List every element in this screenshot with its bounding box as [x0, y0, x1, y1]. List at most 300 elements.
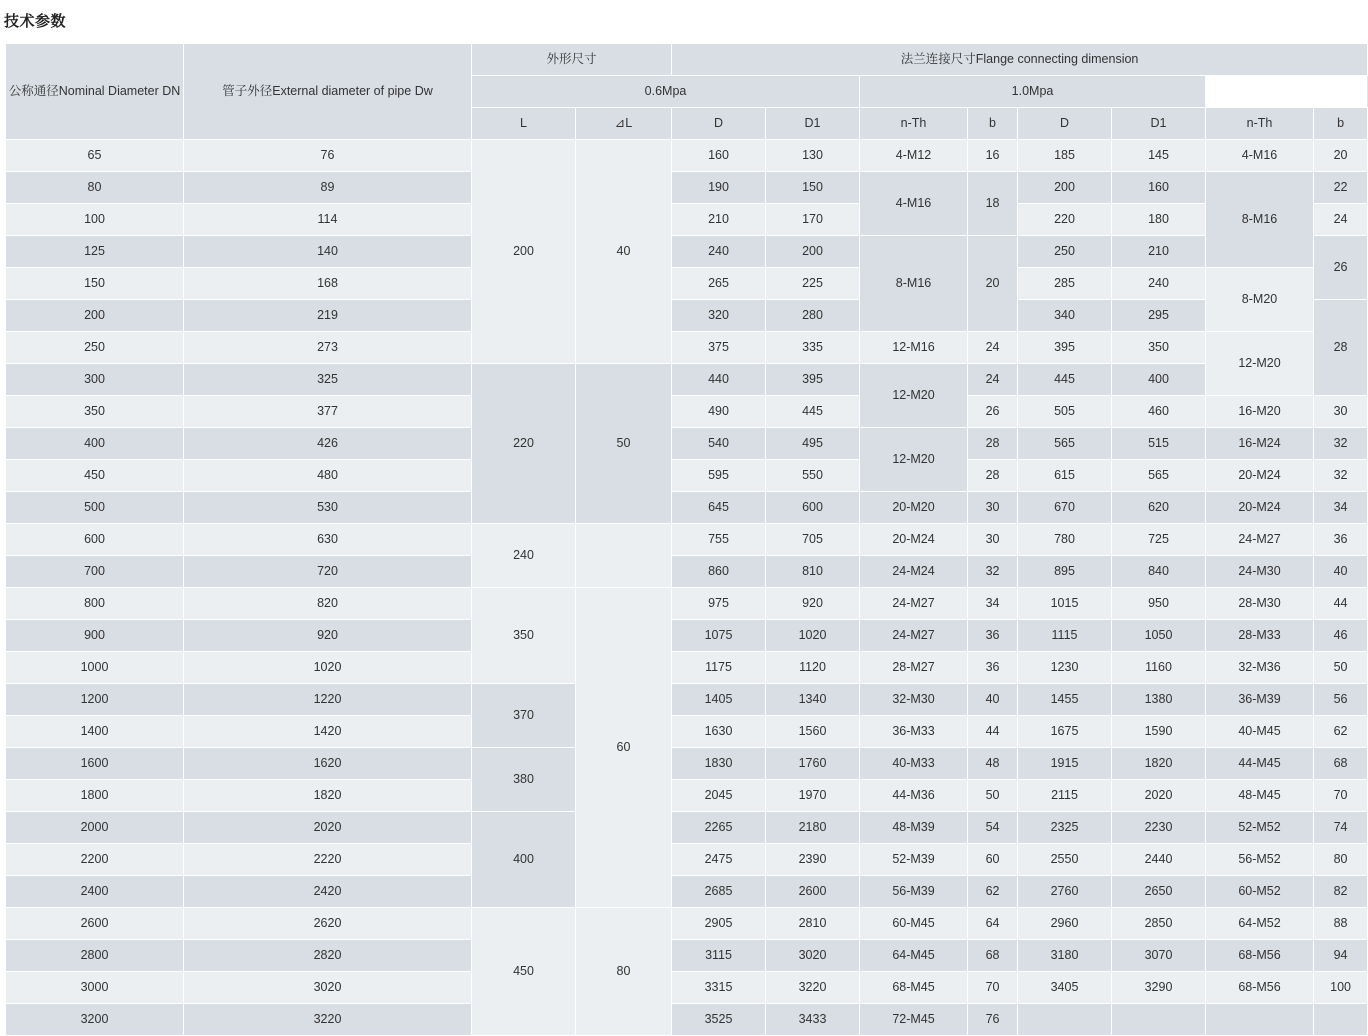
cell-nth-10: 8-M20: [1206, 268, 1314, 332]
cell-d1-06: 810: [766, 556, 860, 588]
cell-nth-06: 24-M27: [860, 620, 968, 652]
cell-d-10: 2960: [1018, 908, 1112, 940]
cell-d-10: 1115: [1018, 620, 1112, 652]
cell-nominal-diameter: 1400: [6, 716, 184, 748]
cell-b-06: 60: [968, 844, 1018, 876]
cell-length-l: 380: [472, 748, 576, 812]
cell-b-06: 50: [968, 780, 1018, 812]
cell-d1-06: 3433: [766, 1004, 860, 1036]
cell-nth-10: 4-M16: [1206, 140, 1314, 172]
cell-d-06: 160: [672, 140, 766, 172]
table-row: [6, 844, 1368, 876]
cell-d-10: 615: [1018, 460, 1112, 492]
cell-length-l: 240: [472, 524, 576, 588]
cell-d1-10: 2850: [1112, 908, 1206, 940]
cell-nth-10: 40-M45: [1206, 716, 1314, 748]
cell-b-06: 28: [968, 428, 1018, 460]
cell-d-06: 2685: [672, 876, 766, 908]
cell-nominal-diameter: 100: [6, 204, 184, 236]
cell-nth-10: 24-M27: [1206, 524, 1314, 556]
header-d1-10: D1: [1112, 108, 1206, 140]
cell-nth-06: 4-M16: [860, 172, 968, 236]
cell-b-06: 48: [968, 748, 1018, 780]
table-row: [6, 172, 1368, 204]
header-nominal-diameter: 公称通径Nominal Diameter DN: [6, 44, 184, 140]
cell-d-06: 595: [672, 460, 766, 492]
cell-d-10: 1455: [1018, 684, 1112, 716]
cell-d1-06: 600: [766, 492, 860, 524]
cell-d-06: 1630: [672, 716, 766, 748]
cell-nth-10: 56-M52: [1206, 844, 1314, 876]
cell-b-10: 46: [1314, 620, 1368, 652]
table-row: [6, 140, 1368, 172]
cell-external-diameter: 168: [184, 268, 472, 300]
cell-d-06: 375: [672, 332, 766, 364]
header-b-10: b: [1314, 108, 1368, 140]
cell-d1-10: 840: [1112, 556, 1206, 588]
cell-nominal-diameter: 900: [6, 620, 184, 652]
cell-nominal-diameter: 500: [6, 492, 184, 524]
cell-nth-10: 44-M45: [1206, 748, 1314, 780]
header-row-1: [6, 44, 1368, 76]
cell-nth-06: 72-M45: [860, 1004, 968, 1036]
cell-nominal-diameter: 450: [6, 460, 184, 492]
cell-b-06: 68: [968, 940, 1018, 972]
cell-d1-10: 210: [1112, 236, 1206, 268]
cell-nominal-diameter: 350: [6, 396, 184, 428]
cell-d-10: 445: [1018, 364, 1112, 396]
cell-length-l: 400: [472, 812, 576, 908]
cell-d1-06: 705: [766, 524, 860, 556]
table-row: [6, 364, 1368, 396]
cell-external-diameter: 140: [184, 236, 472, 268]
table-row: [6, 876, 1368, 908]
cell-b-10: 20: [1314, 140, 1368, 172]
cell-d-06: 1830: [672, 748, 766, 780]
cell-nth-10: 52-M52: [1206, 812, 1314, 844]
cell-nominal-diameter: 125: [6, 236, 184, 268]
cell-b-06: 18: [968, 172, 1018, 236]
cell-delta-l: 50: [576, 364, 672, 524]
cell-external-diameter: 630: [184, 524, 472, 556]
cell-delta-l: 40: [576, 140, 672, 364]
cell-d1-06: 280: [766, 300, 860, 332]
cell-nth-10: 36-M39: [1206, 684, 1314, 716]
cell-d-06: 540: [672, 428, 766, 460]
cell-d-06: 320: [672, 300, 766, 332]
cell-d1-06: 1340: [766, 684, 860, 716]
cell-d-06: 240: [672, 236, 766, 268]
cell-nth-10: 12-M20: [1206, 332, 1314, 396]
cell-d1-06: 2180: [766, 812, 860, 844]
cell-external-diameter: 2620: [184, 908, 472, 940]
cell-d1-10: 400: [1112, 364, 1206, 396]
cell-d-06: 2045: [672, 780, 766, 812]
table-row: [6, 332, 1368, 364]
cell-d1-10: 950: [1112, 588, 1206, 620]
cell-d1-06: 495: [766, 428, 860, 460]
cell-external-diameter: 2020: [184, 812, 472, 844]
cell-d1-06: 550: [766, 460, 860, 492]
cell-d1-10: 515: [1112, 428, 1206, 460]
cell-nominal-diameter: 2200: [6, 844, 184, 876]
cell-external-diameter: 1220: [184, 684, 472, 716]
cell-b-06: 24: [968, 364, 1018, 396]
table-row: [6, 204, 1368, 236]
cell-b-06: 30: [968, 492, 1018, 524]
cell-d1-06: 2600: [766, 876, 860, 908]
cell-d-06: 440: [672, 364, 766, 396]
table-row: [6, 300, 1368, 332]
table-row: [6, 556, 1368, 588]
cell-length-l: 450: [472, 908, 576, 1036]
page-title: 技术参数: [4, 13, 67, 30]
cell-nominal-diameter: 3200: [6, 1004, 184, 1036]
cell-nth-10: 48-M45: [1206, 780, 1314, 812]
cell-delta-l: 60: [576, 588, 672, 908]
cell-d-10: 670: [1018, 492, 1112, 524]
cell-d1-06: 1760: [766, 748, 860, 780]
cell-d-06: 3525: [672, 1004, 766, 1036]
cell-d1-10: 565: [1112, 460, 1206, 492]
cell-d1-06: 1120: [766, 652, 860, 684]
cell-nth-10: 20-M24: [1206, 492, 1314, 524]
cell-length-l: 200: [472, 140, 576, 364]
cell-d-10: 340: [1018, 300, 1112, 332]
cell-external-diameter: 530: [184, 492, 472, 524]
cell-b-10: 34: [1314, 492, 1368, 524]
cell-external-diameter: 3220: [184, 1004, 472, 1036]
cell-nth-06: 32-M30: [860, 684, 968, 716]
cell-d1-06: 920: [766, 588, 860, 620]
cell-nth-10: 16-M20: [1206, 396, 1314, 428]
cell-nth-06: 8-M16: [860, 236, 968, 332]
cell-nominal-diameter: 800: [6, 588, 184, 620]
cell-d-06: 1175: [672, 652, 766, 684]
table-row: [6, 812, 1368, 844]
table-row: [6, 1004, 1368, 1036]
cell-nth-06: 40-M33: [860, 748, 968, 780]
table-row: [6, 588, 1368, 620]
cell-nominal-diameter: 700: [6, 556, 184, 588]
cell-b-10: 56: [1314, 684, 1368, 716]
cell-b-10: 32: [1314, 428, 1368, 460]
cell-d1-10: 1050: [1112, 620, 1206, 652]
cell-d1-10: 1160: [1112, 652, 1206, 684]
table-row: [6, 268, 1368, 300]
cell-nth-10: 28-M30: [1206, 588, 1314, 620]
cell-external-diameter: 1420: [184, 716, 472, 748]
header-d-06: D: [672, 108, 766, 140]
cell-b-10: 70: [1314, 780, 1368, 812]
cell-d1-10: 145: [1112, 140, 1206, 172]
cell-external-diameter: 480: [184, 460, 472, 492]
cell-b-10: 22: [1314, 172, 1368, 204]
cell-nominal-diameter: 250: [6, 332, 184, 364]
cell-b-10: 80: [1314, 844, 1368, 876]
cell-b-06: 30: [968, 524, 1018, 556]
cell-nth-06: 20-M20: [860, 492, 968, 524]
cell-b-10: 68: [1314, 748, 1368, 780]
cell-d1-10: 460: [1112, 396, 1206, 428]
cell-d1-06: 335: [766, 332, 860, 364]
cell-b-06: 24: [968, 332, 1018, 364]
technical-parameters-table: [5, 43, 1368, 1036]
cell-nth-10: 8-M16: [1206, 172, 1314, 268]
cell-nth-06: 68-M45: [860, 972, 968, 1004]
cell-b-10: 44: [1314, 588, 1368, 620]
cell-external-diameter: 114: [184, 204, 472, 236]
cell-b-10: 40: [1314, 556, 1368, 588]
cell-d1-10: 2230: [1112, 812, 1206, 844]
cell-external-diameter: 2820: [184, 940, 472, 972]
cell-d-10: 2550: [1018, 844, 1112, 876]
cell-external-diameter: 2420: [184, 876, 472, 908]
cell-d1-06: 3020: [766, 940, 860, 972]
cell-b-06: 36: [968, 620, 1018, 652]
cell-d-06: 3315: [672, 972, 766, 1004]
table-row: [6, 684, 1368, 716]
cell-d1-06: 200: [766, 236, 860, 268]
cell-nth-06: 48-M39: [860, 812, 968, 844]
cell-nth-10: 16-M24: [1206, 428, 1314, 460]
header-outline-dimension: 外形尺寸: [472, 44, 672, 76]
cell-d1-06: 2810: [766, 908, 860, 940]
cell-b-06: 28: [968, 460, 1018, 492]
cell-b-10: 94: [1314, 940, 1368, 972]
cell-b-10: 50: [1314, 652, 1368, 684]
cell-d1-10: 620: [1112, 492, 1206, 524]
cell-d1-10: 1820: [1112, 748, 1206, 780]
cell-d-06: 645: [672, 492, 766, 524]
cell-delta-l: [576, 524, 672, 588]
cell-nth-10: 24-M30: [1206, 556, 1314, 588]
header-d1-06: D1: [766, 108, 860, 140]
cell-external-diameter: 920: [184, 620, 472, 652]
cell-nth-06: 24-M27: [860, 588, 968, 620]
cell-nth-06: 12-M20: [860, 364, 968, 428]
cell-d1-06: 1020: [766, 620, 860, 652]
cell-b-10: 82: [1314, 876, 1368, 908]
cell-external-diameter: 720: [184, 556, 472, 588]
cell-external-diameter: 426: [184, 428, 472, 460]
header-external-diameter: 管子外径External diameter of pipe Dw: [184, 44, 472, 140]
cell-d-10: 1015: [1018, 588, 1112, 620]
cell-d-10: 1675: [1018, 716, 1112, 748]
cell-d-06: 2475: [672, 844, 766, 876]
cell-d-10: 895: [1018, 556, 1112, 588]
table-row: [6, 492, 1368, 524]
cell-d1-06: 395: [766, 364, 860, 396]
cell-nominal-diameter: 200: [6, 300, 184, 332]
cell-nth-06: 28-M27: [860, 652, 968, 684]
table-row: [6, 396, 1368, 428]
cell-d1-06: 1970: [766, 780, 860, 812]
cell-nth-06: 24-M24: [860, 556, 968, 588]
cell-b-06: 44: [968, 716, 1018, 748]
table-row: [6, 748, 1368, 780]
table-row: [6, 972, 1368, 1004]
table-row: [6, 652, 1368, 684]
cell-nth-10: 60-M52: [1206, 876, 1314, 908]
cell-d1-10: 350: [1112, 332, 1206, 364]
header-l: L: [472, 108, 576, 140]
cell-external-diameter: 3020: [184, 972, 472, 1004]
cell-d1-06: 150: [766, 172, 860, 204]
cell-b-06: 20: [968, 236, 1018, 332]
cell-d-10: 3405: [1018, 972, 1112, 1004]
table-body: [6, 140, 1368, 1036]
table-row: [6, 940, 1368, 972]
cell-nth-06: 60-M45: [860, 908, 968, 940]
cell-d-10: 395: [1018, 332, 1112, 364]
cell-d-10: 250: [1018, 236, 1112, 268]
cell-b-06: 26: [968, 396, 1018, 428]
cell-b-10: 30: [1314, 396, 1368, 428]
cell-d-10: 3180: [1018, 940, 1112, 972]
cell-b-06: 36: [968, 652, 1018, 684]
cell-b-10: 26: [1314, 236, 1368, 300]
cell-b-06: 16: [968, 140, 1018, 172]
cell-d-06: 1405: [672, 684, 766, 716]
cell-b-06: 70: [968, 972, 1018, 1004]
cell-d-06: 490: [672, 396, 766, 428]
cell-b-06: 40: [968, 684, 1018, 716]
cell-nth-10: [1206, 1004, 1314, 1036]
cell-b-06: 32: [968, 556, 1018, 588]
cell-nominal-diameter: 80: [6, 172, 184, 204]
cell-d1-06: 225: [766, 268, 860, 300]
cell-d-06: 3115: [672, 940, 766, 972]
table-row: [6, 620, 1368, 652]
cell-external-diameter: 1020: [184, 652, 472, 684]
cell-nominal-diameter: 3000: [6, 972, 184, 1004]
cell-external-diameter: 1820: [184, 780, 472, 812]
cell-external-diameter: 820: [184, 588, 472, 620]
cell-nth-06: 52-M39: [860, 844, 968, 876]
cell-d1-10: 2650: [1112, 876, 1206, 908]
cell-d1-06: 2390: [766, 844, 860, 876]
cell-nominal-diameter: 1600: [6, 748, 184, 780]
cell-b-10: [1314, 1004, 1368, 1036]
header-flange-dimension: 法兰连接尺寸Flange connecting dimension: [672, 44, 1368, 76]
cell-d-06: 975: [672, 588, 766, 620]
cell-nth-10: 68-M56: [1206, 940, 1314, 972]
cell-nth-06: 44-M36: [860, 780, 968, 812]
cell-b-06: 64: [968, 908, 1018, 940]
cell-external-diameter: 377: [184, 396, 472, 428]
table-row: [6, 780, 1368, 812]
cell-b-10: 36: [1314, 524, 1368, 556]
cell-nominal-diameter: 150: [6, 268, 184, 300]
cell-d1-06: 170: [766, 204, 860, 236]
cell-nth-06: 56-M39: [860, 876, 968, 908]
cell-d-10: 565: [1018, 428, 1112, 460]
cell-nth-10: 64-M52: [1206, 908, 1314, 940]
cell-d1-10: [1112, 1004, 1206, 1036]
cell-nth-06: 12-M16: [860, 332, 968, 364]
cell-d-06: 265: [672, 268, 766, 300]
cell-b-06: 62: [968, 876, 1018, 908]
cell-external-diameter: 89: [184, 172, 472, 204]
cell-d-10: 505: [1018, 396, 1112, 428]
cell-nth-10: 28-M33: [1206, 620, 1314, 652]
cell-b-10: 24: [1314, 204, 1368, 236]
cell-d1-10: 3290: [1112, 972, 1206, 1004]
cell-nominal-diameter: 2800: [6, 940, 184, 972]
cell-d-06: 1075: [672, 620, 766, 652]
cell-b-06: 76: [968, 1004, 1018, 1036]
cell-nth-10: 20-M24: [1206, 460, 1314, 492]
cell-nominal-diameter: 1000: [6, 652, 184, 684]
cell-nominal-diameter: 1800: [6, 780, 184, 812]
cell-d-06: 2905: [672, 908, 766, 940]
cell-b-10: 100: [1314, 972, 1368, 1004]
cell-nth-06: 20-M24: [860, 524, 968, 556]
cell-d-10: 285: [1018, 268, 1112, 300]
cell-nominal-diameter: 400: [6, 428, 184, 460]
cell-nominal-diameter: 2400: [6, 876, 184, 908]
cell-b-10: 62: [1314, 716, 1368, 748]
cell-delta-l: 80: [576, 908, 672, 1036]
cell-d-10: 780: [1018, 524, 1112, 556]
cell-d1-10: 1590: [1112, 716, 1206, 748]
table-row: [6, 908, 1368, 940]
header-nth-10: n-Th: [1206, 108, 1314, 140]
cell-d1-06: 130: [766, 140, 860, 172]
cell-length-l: 220: [472, 364, 576, 524]
cell-d-06: 210: [672, 204, 766, 236]
cell-b-10: 74: [1314, 812, 1368, 844]
cell-length-l: 350: [472, 588, 576, 684]
cell-external-diameter: 1620: [184, 748, 472, 780]
header-b-06: b: [968, 108, 1018, 140]
cell-b-06: 54: [968, 812, 1018, 844]
cell-d-10: 2115: [1018, 780, 1112, 812]
table-row: [6, 716, 1368, 748]
cell-d-10: 1915: [1018, 748, 1112, 780]
cell-d1-10: 160: [1112, 172, 1206, 204]
cell-d-10: 1230: [1018, 652, 1112, 684]
cell-d-06: 755: [672, 524, 766, 556]
cell-d-06: 2265: [672, 812, 766, 844]
cell-d1-10: 240: [1112, 268, 1206, 300]
cell-d-06: 860: [672, 556, 766, 588]
header-d-10: D: [1018, 108, 1112, 140]
cell-b-06: 34: [968, 588, 1018, 620]
cell-d-10: 200: [1018, 172, 1112, 204]
cell-d1-10: 1380: [1112, 684, 1206, 716]
cell-external-diameter: 325: [184, 364, 472, 396]
cell-d-10: 2325: [1018, 812, 1112, 844]
header-pressure-06: 0.6Mpa: [472, 76, 860, 108]
cell-external-diameter: 273: [184, 332, 472, 364]
cell-nth-06: 4-M12: [860, 140, 968, 172]
cell-d1-06: 3220: [766, 972, 860, 1004]
cell-nominal-diameter: 600: [6, 524, 184, 556]
table-head: [6, 44, 1368, 140]
cell-nominal-diameter: 2600: [6, 908, 184, 940]
cell-d1-10: 2440: [1112, 844, 1206, 876]
cell-d-10: 220: [1018, 204, 1112, 236]
cell-nominal-diameter: 1200: [6, 684, 184, 716]
cell-d1-06: 445: [766, 396, 860, 428]
cell-nominal-diameter: 2000: [6, 812, 184, 844]
header-nth-06: n-Th: [860, 108, 968, 140]
cell-b-10: 88: [1314, 908, 1368, 940]
cell-d-06: 190: [672, 172, 766, 204]
cell-d1-10: 725: [1112, 524, 1206, 556]
